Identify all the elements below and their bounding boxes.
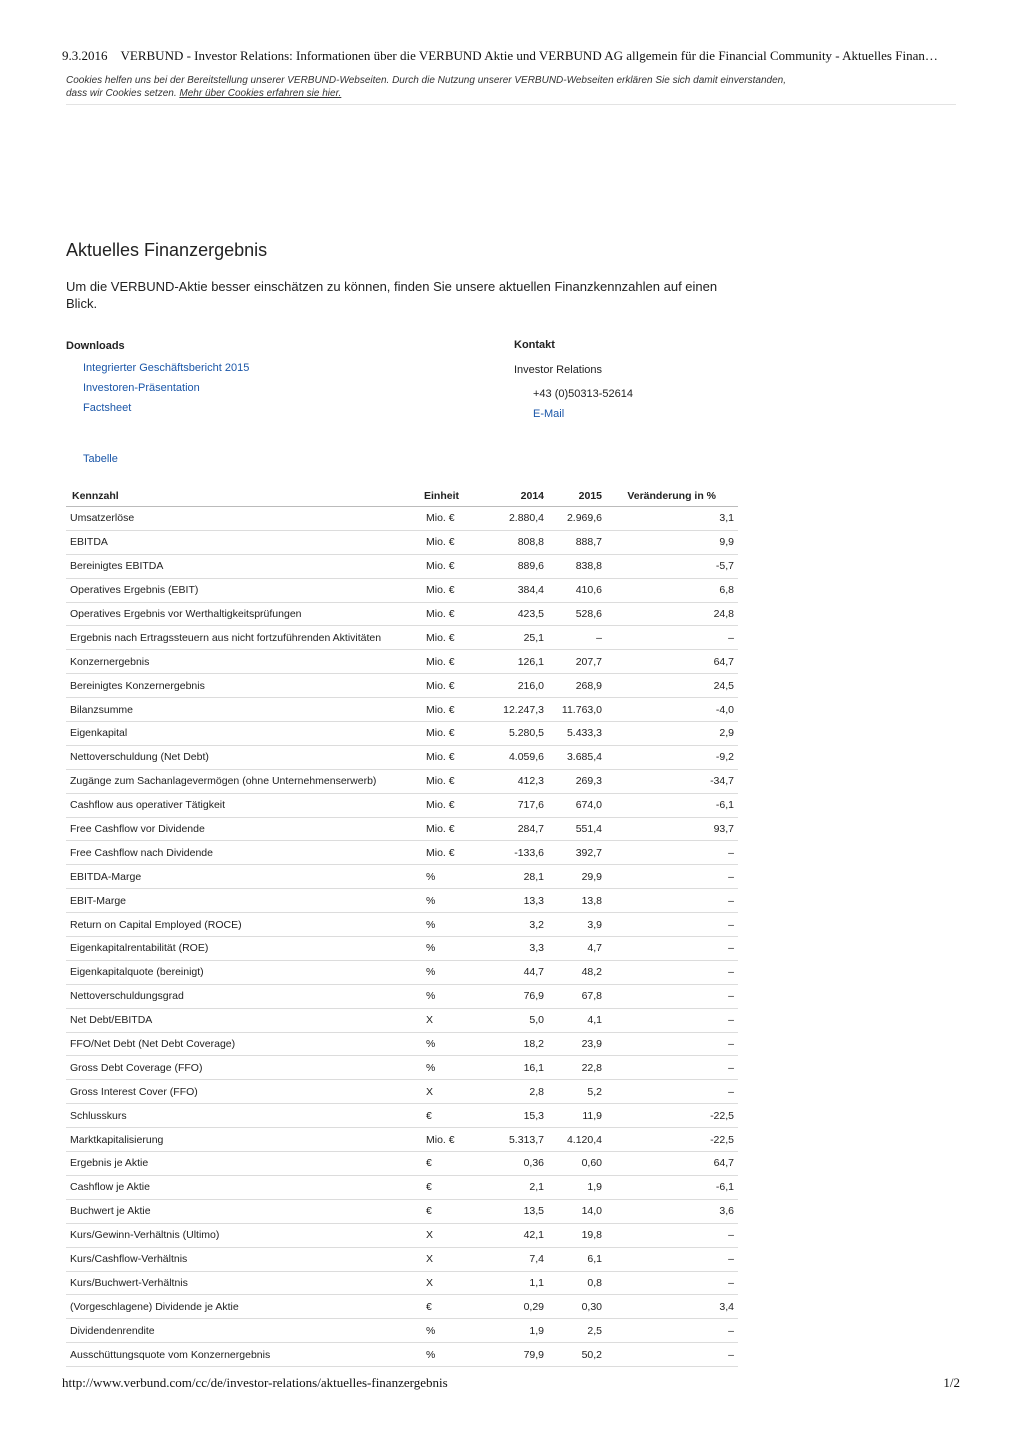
cell-2015: 19,8 — [548, 1223, 606, 1247]
table-row — [66, 1152, 738, 1176]
table-body — [66, 507, 738, 1367]
cell-kennzahl: Operatives Ergebnis (EBIT) — [66, 578, 422, 602]
col-kennzahl: Kennzahl — [66, 486, 422, 507]
cell-kennzahl: Dividendenrendite — [66, 1319, 422, 1343]
cell-2014: 5,0 — [488, 1008, 548, 1032]
contact-heading: Kontakt — [514, 339, 555, 351]
cell-kennzahl: Gross Debt Coverage (FFO) — [66, 1056, 422, 1080]
cell-change: – — [606, 865, 738, 889]
cell-change: – — [606, 1247, 738, 1271]
cell-2014: 889,6 — [488, 554, 548, 578]
cell-2014: 2,1 — [488, 1175, 548, 1199]
cell-change: 64,7 — [606, 650, 738, 674]
cell-2015: 11,9 — [548, 1104, 606, 1128]
cell-change: – — [606, 1271, 738, 1295]
cell-2015: 14,0 — [548, 1199, 606, 1223]
cell-einheit: Mio. € — [422, 530, 488, 554]
cell-kennzahl: (Vorgeschlagene) Dividende je Aktie — [66, 1295, 422, 1319]
cell-2015: 674,0 — [548, 793, 606, 817]
cell-2015: 2.969,6 — [548, 507, 606, 531]
cell-2014: 13,5 — [488, 1199, 548, 1223]
financial-kpi-table — [66, 486, 738, 1367]
cell-2014: 1,1 — [488, 1271, 548, 1295]
table-row — [66, 674, 738, 698]
cell-2015: 410,6 — [548, 578, 606, 602]
cell-einheit: X — [422, 1008, 488, 1032]
cell-kennzahl: Eigenkapitalquote (bereinigt) — [66, 960, 422, 984]
cell-2015: 4,1 — [548, 1008, 606, 1032]
cell-kennzahl: Umsatzerlöse — [66, 507, 422, 531]
cell-einheit: Mio. € — [422, 745, 488, 769]
table-row — [66, 626, 738, 650]
cell-kennzahl: Buchwert je Aktie — [66, 1199, 422, 1223]
col-2015: 2015 — [548, 486, 606, 507]
cell-einheit: Mio. € — [422, 793, 488, 817]
cell-kennzahl: Nettoverschuldungsgrad — [66, 984, 422, 1008]
cell-2014: 126,1 — [488, 650, 548, 674]
cell-2015: 13,8 — [548, 889, 606, 913]
cell-change: – — [606, 913, 738, 937]
cell-2014: 76,9 — [488, 984, 548, 1008]
cell-einheit: % — [422, 865, 488, 889]
cell-2014: 3,2 — [488, 913, 548, 937]
cell-2014: 423,5 — [488, 602, 548, 626]
cell-change: -6,1 — [606, 793, 738, 817]
table-tab-link[interactable]: Tabelle — [83, 453, 118, 465]
table-row — [66, 865, 738, 889]
cell-einheit: Mio. € — [422, 626, 488, 650]
cell-2015: – — [548, 626, 606, 650]
cell-change: 3,6 — [606, 1199, 738, 1223]
cell-2015: 1,9 — [548, 1175, 606, 1199]
cell-einheit: Mio. € — [422, 722, 488, 746]
cell-2015: 67,8 — [548, 984, 606, 1008]
cell-2014: 7,4 — [488, 1247, 548, 1271]
cell-change: – — [606, 841, 738, 865]
cell-2015: 269,3 — [548, 769, 606, 793]
table-row — [66, 1104, 738, 1128]
cell-einheit: % — [422, 960, 488, 984]
cell-change: 9,9 — [606, 530, 738, 554]
cookie-info-link[interactable]: Mehr über Cookies erfahren sie hier. — [179, 88, 342, 99]
table-row — [66, 841, 738, 865]
cell-2015: 22,8 — [548, 1056, 606, 1080]
cell-kennzahl: Net Debt/EBITDA — [66, 1008, 422, 1032]
cell-kennzahl: EBITDA-Marge — [66, 865, 422, 889]
cookie-notice — [66, 74, 956, 105]
cell-2014: 384,4 — [488, 578, 548, 602]
table-row — [66, 1247, 738, 1271]
cell-2014: 16,1 — [488, 1056, 548, 1080]
cell-2015: 838,8 — [548, 554, 606, 578]
table-row — [66, 1128, 738, 1152]
table-row — [66, 1032, 738, 1056]
cell-einheit: € — [422, 1175, 488, 1199]
cell-change: 3,4 — [606, 1295, 738, 1319]
cell-change: 6,8 — [606, 578, 738, 602]
cell-einheit: X — [422, 1247, 488, 1271]
cell-einheit: % — [422, 937, 488, 961]
cell-einheit: % — [422, 889, 488, 913]
table-row — [66, 650, 738, 674]
cell-einheit: % — [422, 1343, 488, 1367]
cell-einheit: Mio. € — [422, 554, 488, 578]
cell-change: – — [606, 1080, 738, 1104]
cell-change: – — [606, 1319, 738, 1343]
table-row — [66, 1199, 738, 1223]
cell-kennzahl: EBITDA — [66, 530, 422, 554]
col-2014: 2014 — [488, 486, 548, 507]
cell-change: 93,7 — [606, 817, 738, 841]
table-row — [66, 817, 738, 841]
table-row — [66, 554, 738, 578]
cell-2015: 4,7 — [548, 937, 606, 961]
cell-kennzahl: Kurs/Cashflow-Verhältnis — [66, 1247, 422, 1271]
cell-kennzahl: Marktkapitalisierung — [66, 1128, 422, 1152]
print-header — [62, 48, 962, 64]
table-row — [66, 793, 738, 817]
cell-einheit: Mio. € — [422, 674, 488, 698]
contact-name: Investor Relations — [514, 364, 603, 376]
cell-change: -34,7 — [606, 769, 738, 793]
cell-kennzahl: EBIT-Marge — [66, 889, 422, 913]
table-row — [66, 1175, 738, 1199]
page-intro: Um die VERBUND-Aktie besser einschätzen zu können, finden Sie unsere aktuellen Finanzkennzahlen auf einen Blick. — [66, 279, 718, 311]
cell-einheit: Mio. € — [422, 769, 488, 793]
table-row — [66, 913, 738, 937]
cell-2014: 42,1 — [488, 1223, 548, 1247]
cell-2014: 25,1 — [488, 626, 548, 650]
table-row — [66, 602, 738, 626]
print-date: 9.3.2016 — [62, 48, 108, 63]
cell-einheit: X — [422, 1223, 488, 1247]
table-row — [66, 937, 738, 961]
cell-change: 64,7 — [606, 1152, 738, 1176]
table-row — [66, 1223, 738, 1247]
cell-einheit: % — [422, 1319, 488, 1343]
cell-2014: 28,1 — [488, 865, 548, 889]
cell-change: -22,5 — [606, 1128, 738, 1152]
cell-2015: 551,4 — [548, 817, 606, 841]
cell-einheit: Mio. € — [422, 507, 488, 531]
cell-2015: 5,2 — [548, 1080, 606, 1104]
cell-2015: 0,8 — [548, 1271, 606, 1295]
download-annual-report-link[interactable]: Integrierter Geschäftsbericht 2015 — [83, 362, 250, 374]
cell-2015: 2,5 — [548, 1319, 606, 1343]
table-row — [66, 578, 738, 602]
table-row — [66, 1343, 738, 1367]
cell-2014: 5.280,5 — [488, 722, 548, 746]
cell-kennzahl: Return on Capital Employed (ROCE) — [66, 913, 422, 937]
cookie-text-1: Cookies helfen uns bei der Bereitstellung unserer VERBUND-Webseiten. Durch die Nutzung unserer VERBUND-Webseiten erklären Sie sich damit einverstanden, — [66, 75, 786, 86]
cell-change: 2,9 — [606, 722, 738, 746]
cell-kennzahl: Eigenkapital — [66, 722, 422, 746]
cell-2014: 2.880,4 — [488, 507, 548, 531]
cell-change: – — [606, 960, 738, 984]
cell-2014: 2,8 — [488, 1080, 548, 1104]
cell-einheit: Mio. € — [422, 817, 488, 841]
contact-phone: +43 (0)50313-52614 — [533, 388, 633, 400]
cell-change: – — [606, 984, 738, 1008]
cell-einheit: Mio. € — [422, 698, 488, 722]
cell-kennzahl: Schlusskurs — [66, 1104, 422, 1128]
print-title: VERBUND - Investor Relations: Informationen über die VERBUND Aktie und VERBUND AG allgemein für die Financial Community - Aktuelles Finan… — [120, 48, 938, 63]
cell-change: 24,8 — [606, 602, 738, 626]
page-url: http://www.verbund.com/cc/de/investor-relations/aktuelles-finanzergebnis — [62, 1375, 448, 1390]
cell-einheit: Mio. € — [422, 841, 488, 865]
cell-2014: 44,7 — [488, 960, 548, 984]
cell-kennzahl: Konzernergebnis — [66, 650, 422, 674]
cell-kennzahl: Nettoverschuldung (Net Debt) — [66, 745, 422, 769]
cell-2014: 1,9 — [488, 1319, 548, 1343]
cell-change: – — [606, 937, 738, 961]
cell-2014: 0,36 — [488, 1152, 548, 1176]
cell-einheit: € — [422, 1104, 488, 1128]
cell-2015: 11.763,0 — [548, 698, 606, 722]
table-row — [66, 745, 738, 769]
cell-einheit: % — [422, 984, 488, 1008]
table-row — [66, 1295, 738, 1319]
cell-2015: 268,9 — [548, 674, 606, 698]
table-row — [66, 769, 738, 793]
cell-2014: 4.059,6 — [488, 745, 548, 769]
cell-kennzahl: Bilanzsumme — [66, 698, 422, 722]
cell-2014: 79,9 — [488, 1343, 548, 1367]
table-row — [66, 1008, 738, 1032]
cell-kennzahl: Bereinigtes EBITDA — [66, 554, 422, 578]
page-number: 1/2 — [943, 1375, 960, 1390]
cell-einheit: Mio. € — [422, 1128, 488, 1152]
cell-einheit: € — [422, 1295, 488, 1319]
cell-einheit: X — [422, 1271, 488, 1295]
cell-2015: 23,9 — [548, 1032, 606, 1056]
print-footer — [62, 1375, 962, 1391]
cell-2015: 392,7 — [548, 841, 606, 865]
cell-2015: 48,2 — [548, 960, 606, 984]
cell-kennzahl: Zugänge zum Sachanlagevermögen (ohne Unternehmenserwerb) — [66, 769, 422, 793]
cell-einheit: % — [422, 913, 488, 937]
downloads-heading: Downloads — [66, 340, 125, 352]
cell-2015: 528,6 — [548, 602, 606, 626]
cell-change: -6,1 — [606, 1175, 738, 1199]
cell-change: -4,0 — [606, 698, 738, 722]
cell-kennzahl: FFO/Net Debt (Net Debt Coverage) — [66, 1032, 422, 1056]
cell-2014: 216,0 — [488, 674, 548, 698]
cell-change: – — [606, 889, 738, 913]
cell-kennzahl: Ergebnis je Aktie — [66, 1152, 422, 1176]
cell-einheit: Mio. € — [422, 602, 488, 626]
download-investor-presentation-link[interactable]: Investoren-Präsentation — [83, 382, 200, 394]
table-row — [66, 698, 738, 722]
cell-2014: 5.313,7 — [488, 1128, 548, 1152]
cell-change: – — [606, 1343, 738, 1367]
table-row — [66, 1080, 738, 1104]
cell-einheit: % — [422, 1032, 488, 1056]
cell-2015: 207,7 — [548, 650, 606, 674]
cell-change: – — [606, 1056, 738, 1080]
cell-einheit: % — [422, 1056, 488, 1080]
cell-2014: 13,3 — [488, 889, 548, 913]
cell-change: -22,5 — [606, 1104, 738, 1128]
cell-2015: 4.120,4 — [548, 1128, 606, 1152]
table-row — [66, 722, 738, 746]
cell-2015: 29,9 — [548, 865, 606, 889]
table-row — [66, 1056, 738, 1080]
cell-2014: 412,3 — [488, 769, 548, 793]
cell-2015: 3.685,4 — [548, 745, 606, 769]
cell-kennzahl: Free Cashflow nach Dividende — [66, 841, 422, 865]
cell-kennzahl: Kurs/Gewinn-Verhältnis (Ultimo) — [66, 1223, 422, 1247]
table-row — [66, 530, 738, 554]
table-row — [66, 507, 738, 531]
cookie-text-2: dass wir Cookies setzen. — [66, 88, 177, 99]
page-title: Aktuelles Finanzergebnis — [66, 240, 268, 260]
cell-einheit: € — [422, 1152, 488, 1176]
table-row — [66, 1319, 738, 1343]
cell-2015: 6,1 — [548, 1247, 606, 1271]
cell-kennzahl: Cashflow aus operativer Tätigkeit — [66, 793, 422, 817]
cell-change: – — [606, 1032, 738, 1056]
cell-einheit: € — [422, 1199, 488, 1223]
cell-2015: 50,2 — [548, 1343, 606, 1367]
cell-2014: -133,6 — [488, 841, 548, 865]
contact-email-link[interactable]: E-Mail — [533, 408, 565, 420]
cell-change: -9,2 — [606, 745, 738, 769]
cell-change: -5,7 — [606, 554, 738, 578]
cell-2014: 3,3 — [488, 937, 548, 961]
cell-change: 3,1 — [606, 507, 738, 531]
table-row — [66, 1271, 738, 1295]
cell-kennzahl: Eigenkapitalrentabilität (ROE) — [66, 937, 422, 961]
cell-kennzahl: Ergebnis nach Ertragssteuern aus nicht fortzuführenden Aktivitäten — [66, 626, 422, 650]
table-row — [66, 960, 738, 984]
cell-kennzahl: Ausschüttungsquote vom Konzernergebnis — [66, 1343, 422, 1367]
col-einheit: Einheit — [422, 486, 488, 507]
cell-2014: 0,29 — [488, 1295, 548, 1319]
col-change: Veränderung in % — [606, 486, 738, 507]
download-factsheet-link[interactable]: Factsheet — [83, 402, 132, 414]
cell-change: – — [606, 1223, 738, 1247]
cell-kennzahl: Kurs/Buchwert-Verhältnis — [66, 1271, 422, 1295]
cell-kennzahl: Free Cashflow vor Dividende — [66, 817, 422, 841]
table-row — [66, 889, 738, 913]
cell-kennzahl: Gross Interest Cover (FFO) — [66, 1080, 422, 1104]
cell-2015: 5.433,3 — [548, 722, 606, 746]
cell-einheit: Mio. € — [422, 650, 488, 674]
cell-2014: 808,8 — [488, 530, 548, 554]
cell-2014: 12.247,3 — [488, 698, 548, 722]
cell-change: – — [606, 1008, 738, 1032]
cell-2015: 0,60 — [548, 1152, 606, 1176]
cell-2014: 284,7 — [488, 817, 548, 841]
cell-kennzahl: Bereinigtes Konzernergebnis — [66, 674, 422, 698]
table-row — [66, 984, 738, 1008]
cell-kennzahl: Cashflow je Aktie — [66, 1175, 422, 1199]
cell-einheit: Mio. € — [422, 578, 488, 602]
cell-2015: 888,7 — [548, 530, 606, 554]
cell-2014: 15,3 — [488, 1104, 548, 1128]
cell-change: 24,5 — [606, 674, 738, 698]
cell-2015: 0,30 — [548, 1295, 606, 1319]
cell-kennzahl: Operatives Ergebnis vor Werthaltigkeitsprüfungen — [66, 602, 422, 626]
cell-2014: 717,6 — [488, 793, 548, 817]
cell-2014: 18,2 — [488, 1032, 548, 1056]
table-header-row — [66, 486, 738, 507]
cell-2015: 3,9 — [548, 913, 606, 937]
cell-einheit: X — [422, 1080, 488, 1104]
cell-change: – — [606, 626, 738, 650]
